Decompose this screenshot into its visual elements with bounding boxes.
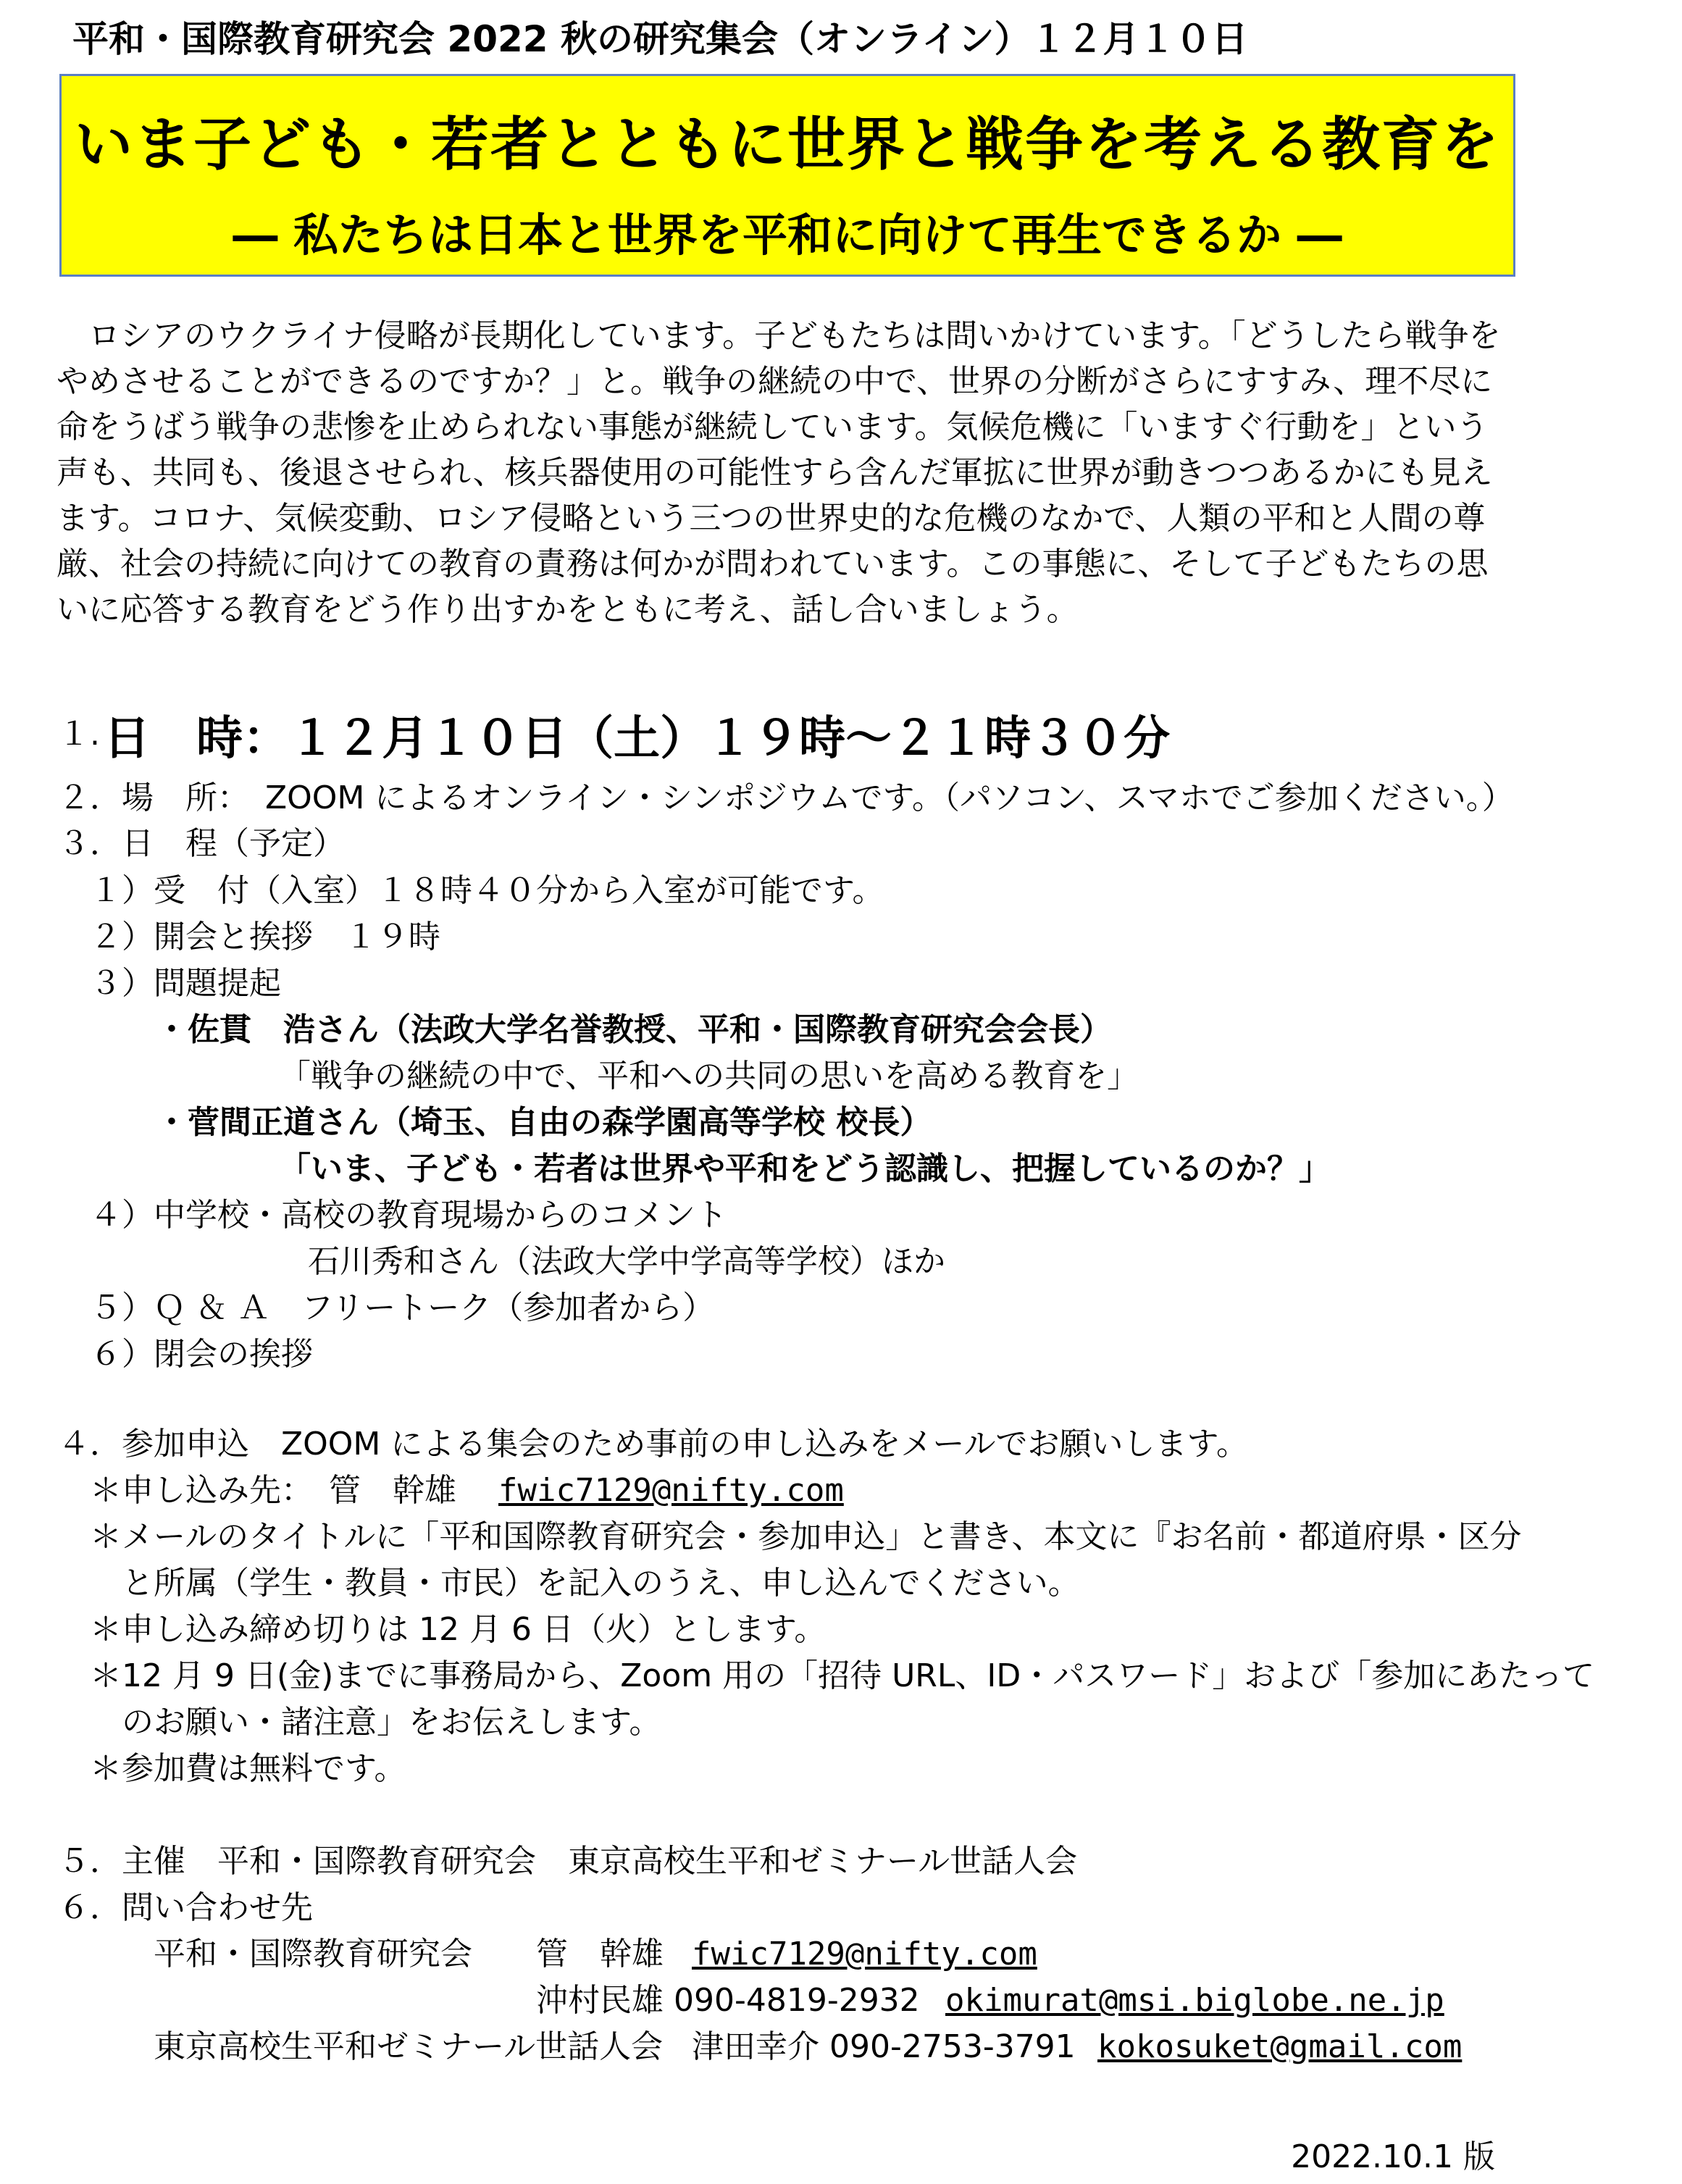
- item-application: ４．参加申込 ZOOM による集会のため事前の申し込みをメールでお願いします。: [58, 1426, 1248, 1463]
- intro-line: 命をうばう戦争の悲惨を止められない事態が継続しています。気候危機に「いますぐ行動を」という: [57, 409, 1489, 445]
- schedule-qa: ５）Ｑ ＆ Ａ フリートーク（参加者から）: [90, 1289, 715, 1326]
- item-organizers: ５．主催 平和・国際教育研究会 東京高校生平和ゼミナール世話人会: [58, 1843, 1078, 1880]
- intro-paragraph: [57, 313, 1512, 632]
- apply-to: [90, 1469, 844, 1513]
- speaker-1-topic: 「戦争の継続の中で、平和への共同の思いを高める教育を」: [279, 1058, 1139, 1095]
- intro-line: いに応答する教育をどう作り出すかをともに考え、話し合いましょう。: [57, 591, 1079, 628]
- item-schedule-heading: ３．日 程（予定）: [58, 825, 345, 862]
- schedule-comments-detail: 石川秀和さん（法政大学中学高等学校）ほか: [308, 1243, 945, 1280]
- apply-notice-cont: のお願い・諸注意」をお伝えします。: [122, 1704, 661, 1741]
- contact-person-2: 沖村民雄 090-4819-2932: [536, 1982, 920, 2019]
- speaker-1: ・佐貫 浩さん（法政大学名誉教授、平和・国際教育研究会会長）: [156, 1011, 1112, 1048]
- apply-title-instruction-cont: と所属（学生・教員・市民）を記入のうえ、申し込んでください。: [122, 1565, 1080, 1602]
- contact-email-1[interactable]: fwic7129@nifty.com: [692, 1936, 1037, 1972]
- item-venue: ２．場 所： ZOOM によるオンライン・シンポジウムです。（パソコン、スマホでご参加ください。）: [58, 779, 1514, 816]
- schedule-comments: ４）中学校・高校の教育現場からのコメント: [90, 1197, 727, 1234]
- schedule-closing: ６）閉会の挨拶: [90, 1336, 313, 1373]
- contact-org-1: 平和・国際教育研究会: [154, 1936, 472, 1972]
- intro-line: ます。コロナ、気候変動、ロシア侵略という三つの世界史的な危機のなかで、人類の平和と人間の尊: [57, 500, 1486, 537]
- schedule-reception: １）受 付（入室）１８時４０分から入室が可能です。: [90, 872, 884, 909]
- apply-email-link[interactable]: fwic7129@nifty.com: [498, 1472, 844, 1509]
- title-banner: [59, 74, 1515, 277]
- schedule-opening: ２）開会と挨拶 １９時: [90, 919, 440, 955]
- speaker-2-topic: 「いま、子ども・若者は世界や平和をどう認識し、把握しているのか？」: [279, 1150, 1331, 1187]
- contact-email-2[interactable]: okimurat@msi.biglobe.ne.jp: [945, 1982, 1444, 2019]
- subtitle: ― 私たちは日本と世界を平和に向けて再生できるか ―: [233, 209, 1342, 262]
- apply-notice: ＊12 月 9 日(金)までに事務局から、Zoom 用の「招待 URL、ID・パスワード」および「参加にあたって: [90, 1657, 1595, 1694]
- intro-line: やめさせることができるのですか？」と。戦争の継続の中で、世界の分断がさらにすすみ、理不尽に: [57, 363, 1493, 400]
- intro-line: ロシアのウクライナ侵略が長期化しています。子どもたちは問いかけています。「どうしたら戦争を: [57, 317, 1501, 354]
- page-header: 平和・国際教育研究会 2022 秋の研究集会（オンライン）１２月１０日: [72, 18, 1248, 60]
- apply-fee: ＊参加費は無料です。: [90, 1750, 406, 1787]
- contact-email-3[interactable]: kokosuket@gmail.com: [1097, 2028, 1463, 2065]
- intro-line: 厳、社会の持続に向けての教育の責務は何かが問われています。この事態に、そして子どもたちの思: [57, 545, 1489, 582]
- version-note: 2022.10.1 版: [1291, 2138, 1495, 2175]
- item-date-number: １.: [58, 716, 100, 753]
- contact-person-3: 津田幸介 090-2753-3791: [692, 2028, 1076, 2065]
- intro-line: 声も、共同も、後退させられ、核兵器使用の可能性すら含んだ軍拡に世界が動きつつあるかにも見え: [57, 454, 1493, 491]
- speaker-2: ・菅間正道さん（埼玉、自由の森学園高等学校 校長）: [156, 1104, 932, 1141]
- contact-person-1: 管 幹雄: [536, 1936, 664, 1972]
- contact-org-2: 東京高校生平和ゼミナール世話人会: [154, 2028, 664, 2065]
- schedule-presentations: ３）問題提起: [90, 965, 281, 1002]
- main-title: いま子ども・若者とともに世界と戦争を考える教育を: [75, 111, 1500, 178]
- item-contact: ６．問い合わせ先: [58, 1889, 313, 1926]
- apply-title-instruction: ＊メールのタイトルに「平和国際教育研究会・参加申込」と書き、本文に『お名前・都道府県・区分: [90, 1518, 1522, 1555]
- item-date: [58, 701, 1170, 768]
- apply-to-label: ＊申し込み先： 管 幹雄: [90, 1472, 488, 1509]
- item-date-text: 日 時：１２月１０日（土）１９時～２１時３０分: [104, 712, 1171, 766]
- apply-deadline: ＊申し込み締め切りは 12 月 6 日（火）とします。: [90, 1611, 827, 1648]
